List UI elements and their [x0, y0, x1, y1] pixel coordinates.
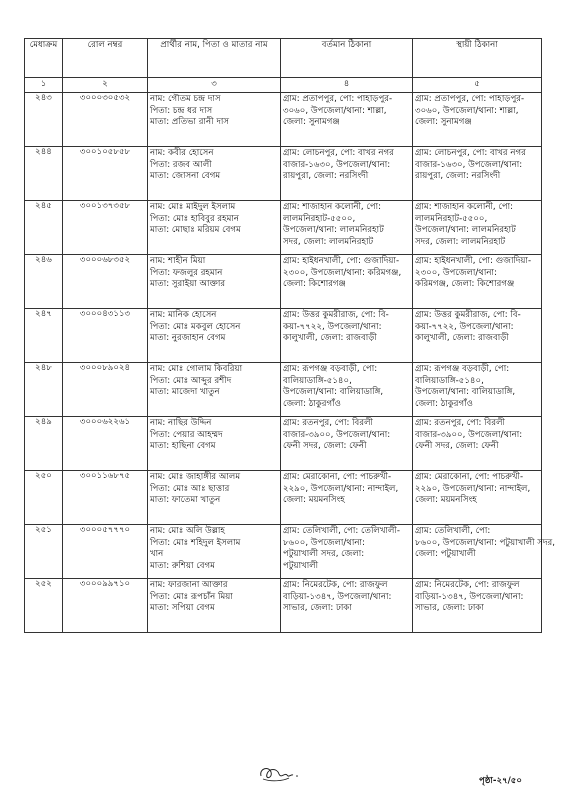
- present-line: জেলা: ময়মনসিংহ: [283, 495, 345, 505]
- name-line: নাম: গৌতম চন্দ্র দাস: [150, 94, 221, 104]
- serial-cell: ২৫০: [25, 471, 63, 525]
- present-line: লালমনিরহাট-৫৫০০,: [283, 213, 356, 224]
- permanent-cell: [413, 309, 542, 363]
- col-number: ৪: [281, 78, 413, 93]
- header-roll: রোল নম্বর: [63, 39, 148, 78]
- signature-image: [255, 760, 301, 786]
- name-cell: [148, 309, 281, 363]
- present-cell: [281, 471, 413, 525]
- candidate-table: [24, 38, 556, 633]
- roll-cell: ৩০০০৯৯৭১০: [63, 579, 148, 633]
- name-line: মাতা: রুশিয়া বেগম: [150, 560, 215, 571]
- present-line: ২৩০০, উপজেলা/থানা: করিমগঞ্জ,: [283, 267, 402, 278]
- name-cell: [148, 525, 281, 579]
- permanent-line: ২৩০০, উপজেলা/থানা:: [415, 267, 497, 278]
- present-line: ৩০৬০, উপজেলা/থানা: শাল্লা,: [283, 105, 387, 116]
- table-row: [25, 93, 542, 147]
- present-cell: [281, 309, 413, 363]
- permanent-line: উপজেলা/থানা: বালিয়াডাঙ্গি,: [415, 387, 516, 397]
- table-row: [25, 579, 542, 633]
- name-line: মাতা: সুরাইয়া আক্তার: [150, 279, 226, 289]
- name-line: পিতা: মোঃ শহিদুল ইসলাম: [150, 537, 241, 548]
- permanent-line: সাভার, জেলা: ঢাকা: [415, 603, 484, 613]
- serial-cell: ২৪৬: [25, 255, 63, 309]
- present-line: বাজার-১৬৩০, উপজেলা/থানা:: [283, 159, 391, 170]
- permanent-line: গ্রাম: হাইধনখালী, পো: গুজাদিয়া-: [415, 256, 532, 266]
- present-line: বালিয়াডাঙ্গি-৫১৪০,: [283, 375, 352, 386]
- present-cell: [281, 579, 413, 633]
- serial-cell: ২৪৭: [25, 309, 63, 363]
- name-line: মাতা: হাছিনা বেগম: [150, 441, 216, 451]
- name-cell: [148, 201, 281, 255]
- present-cell: [281, 363, 413, 417]
- name-line: নাম: শাহীন মিয়া: [150, 256, 206, 266]
- present-line: জেলা: ঠাকুরগাঁও: [283, 398, 341, 409]
- permanent-line: সদর, জেলা: লালমনিরহাট: [415, 236, 506, 247]
- serial-cell: ২৪৩: [25, 93, 63, 147]
- permanent-cell: [413, 417, 542, 471]
- header-serial: মেধাক্রম: [25, 39, 63, 78]
- table-row: [25, 363, 542, 417]
- present-line: ৮৬০০, উপজেলা/থানা:: [283, 537, 365, 548]
- present-line: গ্রাম: রতনপুর, পো: বিরলী: [283, 418, 373, 428]
- present-cell: [281, 201, 413, 255]
- name-line: পিতা: মোঃ আব্দুর রশীদ: [150, 375, 232, 386]
- permanent-line: গ্রাম: নিমেরটেক, পো: রাজফুল: [415, 580, 520, 590]
- permanent-line: গ্রাম: তেলিখালী, পো:: [415, 526, 491, 536]
- name-line: মাতা: জোসনা বেগম: [150, 171, 221, 181]
- permanent-line: ২২৯০, উপজেলা/থানা: নান্দাইল,: [415, 483, 531, 494]
- permanent-cell: [413, 201, 542, 255]
- name-line: পিতা: ফজলুর রহমান: [150, 267, 223, 278]
- name-line: পিতা: চন্দ্র ধর দাস: [150, 105, 213, 116]
- name-line: পিতা: মোঃ হাবিবুর রহমান: [150, 213, 240, 224]
- permanent-line: ৮৬০০, উপজেলা/থানা: পটুয়াখালী সদর,: [415, 537, 556, 548]
- permanent-line: গ্রাম: রূপগঞ্জ বড়বাড়ী, পো:: [415, 364, 510, 374]
- permanent-line: গ্রাম: মেরাকোনা, পো: পাচরুখী-: [415, 472, 524, 482]
- permanent-line: কয়া-৭৭২২, উপজেলা/থানা:: [415, 321, 514, 332]
- header-row: [25, 39, 542, 78]
- present-cell: [281, 255, 413, 309]
- serial-cell: ২৪৮: [25, 363, 63, 417]
- serial-cell: ২৪৯: [25, 417, 63, 471]
- roll-cell: ৩০০০৮৯০২৪: [63, 363, 148, 417]
- name-line: পিতা: পেয়ার আহম্মদ: [150, 429, 223, 440]
- permanent-line: জেলা: ঠাকুরগাঁও: [415, 398, 473, 409]
- permanent-cell: [413, 255, 542, 309]
- name-line: পিতা: মোঃ মকবুল হোসেন: [150, 321, 241, 332]
- name-cell: [148, 93, 281, 147]
- permanent-line: বাজার-১৬৩০, উপজেলা/থানা:: [415, 159, 523, 170]
- permanent-line: ফেনী সদর, জেলা: ফেনী: [415, 441, 499, 451]
- permanent-line: গ্রাম: শাজাহান কলোনী, পো:: [415, 202, 514, 212]
- present-line: কালুখালী, জেলা: রাজবাড়ী: [283, 333, 377, 343]
- column-number-row: [25, 78, 542, 93]
- permanent-line: বালিয়াডাঙ্গি-৫১৪০,: [415, 375, 484, 386]
- roll-cell: ৩০০১৩৭৩৫৮: [63, 201, 148, 255]
- name-line: মাতা: ফাতেমা খাতুন: [150, 495, 221, 505]
- header-present-address: বর্তমান ঠিকানা: [281, 39, 413, 78]
- permanent-line: ৩০৬০, উপজেলা/থানা: শাল্লা,: [415, 105, 519, 116]
- roll-cell: ৩০০০৪৩১১৩: [63, 309, 148, 363]
- table-row: [25, 255, 542, 309]
- permanent-cell: [413, 471, 542, 525]
- present-line: গ্রাম: হাইধনখালী, পো: গুজাদিয়া-: [283, 256, 400, 266]
- name-line: নাম: মোঃ অলি উল্লাহ: [150, 526, 225, 536]
- name-line: নাম: নাছির উদ্দিন: [150, 418, 212, 428]
- name-cell: [148, 579, 281, 633]
- col-number: ২: [63, 78, 148, 93]
- present-line: ২২৯০, উপজেলা/থানা: নান্দাইল,: [283, 483, 399, 494]
- table-row: [25, 309, 542, 363]
- present-line: বাজার-৩৯০০, উপজেলা/থানা:: [283, 429, 391, 440]
- present-line: জেলা: কিশোরগঞ্জ: [283, 279, 346, 289]
- roll-cell: ৩০০০৫৭৭৭০: [63, 525, 148, 579]
- serial-cell: ২৫১: [25, 525, 63, 579]
- present-line: গ্রাম: লোচনপুর, পো: বাখর নগর: [283, 148, 394, 158]
- table-row: [25, 471, 542, 525]
- name-line: নাম: ফারজানা আক্তার: [150, 580, 228, 590]
- permanent-line: গ্রাম: লোচনপুর, পো: বাখর নগর: [415, 148, 526, 158]
- permanent-cell: [413, 579, 542, 633]
- name-cell: [148, 147, 281, 201]
- permanent-line: করিমগঞ্জ, জেলা: কিশোরগঞ্জ: [415, 279, 515, 289]
- header-name: প্রার্থীর নাম, পিতা ও মাতার নাম: [148, 39, 281, 78]
- permanent-cell: [413, 93, 542, 147]
- page-number: পৃষ্ঠা-২৭/৫০: [479, 776, 522, 786]
- present-line: উপজেলা/থানা: লালমনিরহাট: [283, 225, 384, 235]
- col-number: ৩: [148, 78, 281, 93]
- roll-cell: ৩০০০৬৮৩৫২: [63, 255, 148, 309]
- present-line: সদর, জেলা: লালমনিরহাট: [283, 236, 374, 247]
- name-line: মাতা: নুরজাহান বেগম: [150, 333, 226, 343]
- col-number: ৫: [413, 78, 542, 93]
- permanent-line: বাজার-৩৯০০, উপজেলা/থানা:: [415, 429, 523, 440]
- name-line: পিতা: মোঃ আঃ ছাত্তার: [150, 483, 230, 494]
- name-line: পিতা: রজব আলী: [150, 159, 212, 170]
- present-line: বাড়িয়া-১৩৪৭, উপজেলা/থানা:: [283, 591, 392, 602]
- name-cell: [148, 363, 281, 417]
- name-line: নাম: মোঃ মাইদুল ইসলাম: [150, 202, 236, 212]
- permanent-cell: [413, 363, 542, 417]
- permanent-line: কালুখালী, জেলা: রাজবাড়ী: [415, 333, 509, 343]
- name-line: নাম: মানিক হোসেন: [150, 310, 217, 320]
- serial-cell: ২৪৪: [25, 147, 63, 201]
- permanent-line: জেলা: পটুয়াখালী: [415, 549, 476, 559]
- name-line: মাতা: মোছাঃ মরিয়ম বেগম: [150, 225, 241, 235]
- name-line: নাম: মোঃ গোলাম কিবরিয়া: [150, 364, 243, 374]
- name-cell: [148, 255, 281, 309]
- name-line: নাম: কবীর হোসেন: [150, 148, 214, 158]
- present-line: পটুয়াখালী: [283, 560, 319, 571]
- name-line: নাম: মোঃ জাহাঙ্গীর আলম: [150, 472, 241, 482]
- name-cell: [148, 471, 281, 525]
- name-line: মাতা: মাজেদা খাতুন: [150, 387, 220, 397]
- present-line: জেলা: সুনামগঞ্জ: [283, 117, 340, 127]
- table-row: [25, 201, 542, 255]
- permanent-line: গ্রাম: উত্তর কুমরীরাজ, পো: বি-: [415, 310, 521, 320]
- serial-cell: ২৪৫: [25, 201, 63, 255]
- present-line: কয়া-৭৭২২, উপজেলা/থানা:: [283, 321, 382, 332]
- present-line: গ্রাম: তেলিখালী, পো: তেলিখালী-: [283, 526, 400, 536]
- name-line: পিতা: মোঃ রূপচাঁন মিয়া: [150, 591, 233, 602]
- present-line: রায়পুরা, জেলা: নরসিংদী: [283, 171, 369, 181]
- permanent-line: জেলা: সুনামগঞ্জ: [415, 117, 472, 127]
- present-line: গ্রাম: প্রতাপপুর, পো: পাহাড়পুর-: [283, 94, 393, 104]
- present-line: গ্রাম: শাজাহান কলোনী, পো:: [283, 202, 382, 212]
- roll-cell: ৩০০১০৫৮৫৮: [63, 147, 148, 201]
- permanent-line: গ্রাম: রতনপুর, পো: বিরলী: [415, 418, 505, 428]
- table-row: [25, 525, 542, 579]
- name-line: খান: [150, 549, 164, 559]
- present-cell: [281, 147, 413, 201]
- present-cell: [281, 417, 413, 471]
- present-line: গ্রাম: উত্তর কুমরীরাজ, পো: বি-: [283, 310, 389, 320]
- present-line: গ্রাম: নিমেরটেক, পো: রাজফুল: [283, 580, 388, 590]
- name-line: মাতা: সপিয়া বেগম: [150, 603, 215, 613]
- present-line: গ্রাম: মেরাকোনা, পো: পাচরুখী-: [283, 472, 392, 482]
- roll-cell: ৩০০০৬২২৬১: [63, 417, 148, 471]
- roll-cell: ৩০০১১৬৮৭৫: [63, 471, 148, 525]
- col-number: ১: [25, 78, 63, 93]
- present-cell: [281, 525, 413, 579]
- permanent-line: বাড়িয়া-১৩৪৭, উপজেলা/থানা:: [415, 591, 524, 602]
- name-line: মাতা: প্রতিভা রানী দাস: [150, 117, 230, 127]
- permanent-line: লালমনিরহাট-৫৫০০,: [415, 213, 488, 224]
- present-cell: [281, 93, 413, 147]
- name-cell: [148, 417, 281, 471]
- present-line: সাভার, জেলা: ঢাকা: [283, 603, 352, 613]
- present-line: ফেনী সদর, জেলা: ফেনী: [283, 441, 367, 451]
- table-row: [25, 417, 542, 471]
- permanent-line: জেলা: ময়মনসিংহ: [415, 495, 477, 505]
- permanent-cell: [413, 525, 556, 579]
- permanent-cell: [413, 147, 542, 201]
- permanent-line: উপজেলা/থানা: লালমনিরহাট: [415, 225, 516, 235]
- table-row: [25, 147, 542, 201]
- roll-cell: ৩০০০৩০৫৩২: [63, 93, 148, 147]
- permanent-line: রায়পুরা, জেলা: নরসিংদী: [415, 171, 501, 181]
- serial-cell: ২৫২: [25, 579, 63, 633]
- header-permanent-address: স্থায়ী ঠিকানা: [413, 39, 542, 78]
- present-line: উপজেলা/থানা: বালিয়াডাঙ্গি,: [283, 387, 384, 397]
- present-line: পটুয়াখালী সদর, জেলা:: [283, 549, 365, 559]
- present-line: গ্রাম: রূপগঞ্জ বড়বাড়ী, পো:: [283, 364, 378, 374]
- permanent-line: গ্রাম: প্রতাপপুর, পো: পাহাড়পুর-: [415, 94, 525, 104]
